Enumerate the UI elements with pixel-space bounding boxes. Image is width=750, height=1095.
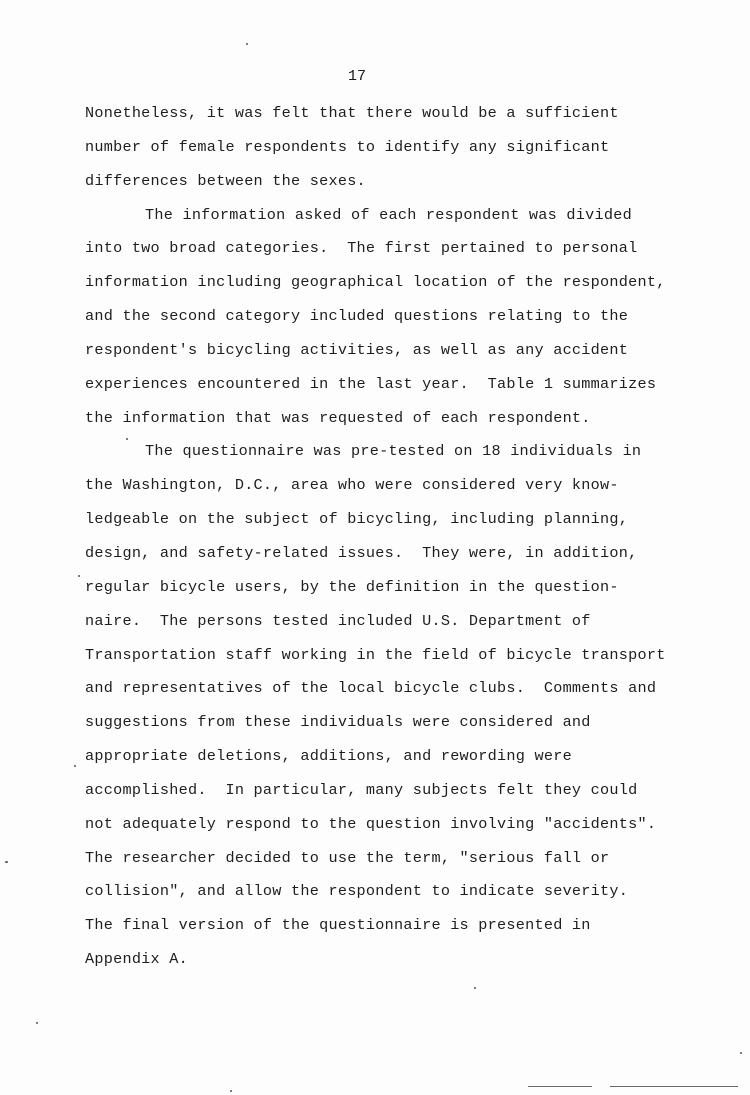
text-line: the Washington, D.C., area who were considered very know- [85,476,619,495]
text-line: and representatives of the local bicycle clubs. Comments and [85,679,657,698]
text-line: Transportation staff working in the field of bicycle transport [85,645,666,664]
text-line: Nonetheless, it was felt that there would be a sufficient [85,104,619,122]
text-line: ledgeable on the subject of bicycling, including planning, [85,510,629,529]
scan-speck [126,438,128,440]
text-line: number of female respondents to identify any significant [85,137,610,156]
bottom-rule [610,1086,738,1087]
text-line: respondent's bicycling activities, as well as any accident [85,340,629,359]
paragraph-first-line: The information asked of each respondent was divided [145,205,632,224]
text-line: differences between the sexes. [85,171,366,190]
page-number: 17 [348,68,367,85]
text-line: the information that was requested of each respondent. [85,408,591,427]
scan-speck [246,43,248,45]
text-line: The researcher decided to use the term, "serious fall or [85,848,610,867]
text-line: collision", and allow the respondent to indicate severity. [85,882,629,901]
text-line: regular bicycle users, by the definition in the question- [85,577,619,596]
text-line: into two broad categories. The first pertained to personal [85,239,638,258]
scan-speck [230,1090,232,1092]
body-text [85,97,735,977]
text-line: not adequately respond to the question involving "accidents". [85,814,657,833]
text-line: appropriate deletions, additions, and rewording were [85,747,572,766]
scan-speck [74,765,76,767]
scan-speck [740,1052,742,1054]
scan-speck [474,987,476,989]
text-line: accomplished. In particular, many subjects felt they could [85,780,638,799]
scan-speck [78,575,80,577]
text-line: suggestions from these individuals were considered and [85,713,591,732]
text-line: naire. The persons tested included U.S. Department of [85,611,591,630]
bottom-rule [528,1086,592,1087]
text-line: The final version of the questionnaire is presented in [85,916,591,935]
text-line: design, and safety-related issues. They were, in addition, [85,543,638,562]
text-line: Appendix A. [85,950,189,969]
text-line: experiences encountered in the last year. Table 1 summarizes [85,374,657,393]
text-line: and the second category included questions relating to the [85,307,629,326]
scan-speck [36,1022,38,1024]
text-line: information including geographical location of the respondent, [85,273,666,292]
paragraph-first-line: The questionnaire was pre-tested on 18 individuals in [145,442,642,461]
scan-speck [5,861,8,863]
